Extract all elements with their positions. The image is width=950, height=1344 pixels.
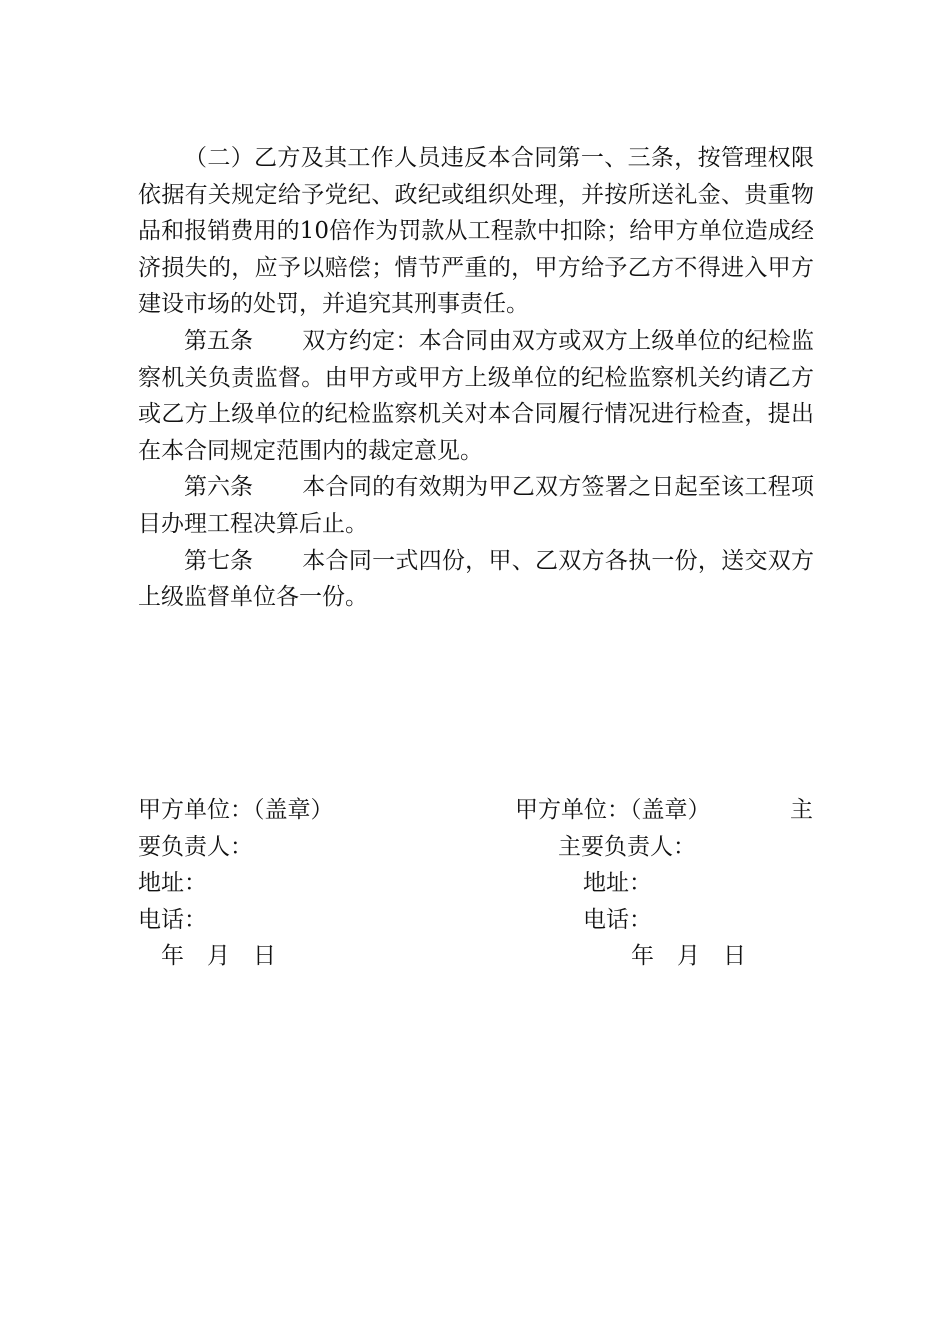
right-unit-seal: 甲方单位：（盖章） (515, 797, 711, 823)
left-address-label: 地址： (138, 870, 207, 896)
clause-penalty-text: （二）乙方及其工作人员违反本合同第一、三条，按管理权限依据有关规定给予党纪、政纪或组织处理，并按所送礼金、贵重物品和报销费用的10倍作为罚款从工程款中扣除；给甲方单位造成经济损失的，应予以赔偿；情节严重的，甲方给予乙方不得进入甲方建设市场的处罚，并追究其刑事责任。 (138, 145, 814, 318)
right-phone-label: 电话： (583, 907, 652, 933)
left-phone-label: 电话： (138, 907, 207, 933)
clause-penalty (138, 140, 814, 323)
left-date: 年 月 日 (161, 943, 276, 969)
right-head-label: 主要负责人： (558, 834, 696, 860)
article-6-text: 本合同的有效期为甲乙双方签署之日起至该工程项目办理工程决算后止。 (138, 474, 814, 537)
right-address-label: 地址： (583, 870, 652, 896)
article-7 (138, 543, 814, 616)
article-7-number: 第七条 (184, 547, 253, 574)
left-unit-seal: 甲方单位：（盖章） (138, 797, 334, 823)
article-5 (138, 323, 814, 469)
right-date: 年 月 日 (631, 943, 746, 969)
article-5-number: 第五条 (184, 327, 253, 354)
article-5-text: 双方约定：本合同由双方或双方上级单位的纪检监察机关负责监督。由甲方或甲方上级单位的纪检监察机关约请乙方或乙方上级单位的纪检监察机关对本合同履行情况进行检查，提出在本合同规定范围内的裁定意见。 (138, 327, 814, 464)
article-6-number: 第六条 (184, 474, 253, 501)
article-6 (138, 469, 814, 542)
contract-body (138, 140, 814, 616)
right-head-prefix: 主 (790, 797, 813, 823)
left-head-label: 要负责人： (138, 834, 253, 860)
article-7-text: 本合同一式四份，甲、乙双方各执一份，送交双方上级监督单位各一份。 (138, 547, 814, 611)
